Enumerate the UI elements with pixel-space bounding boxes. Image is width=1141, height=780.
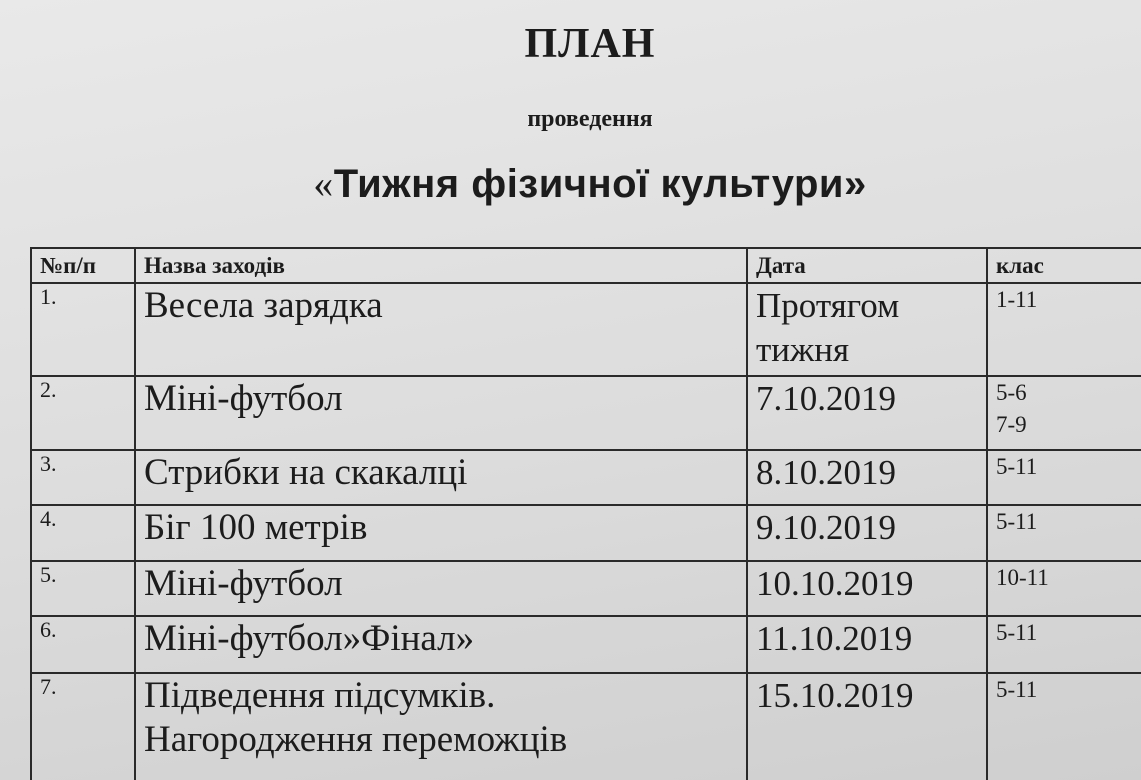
- event-title: [0, 160, 1141, 207]
- table-row: [31, 283, 1141, 376]
- event-name-cell: [135, 450, 747, 505]
- grade-cell: [987, 450, 1141, 505]
- event-date-line: 8.10.2019: [756, 453, 896, 492]
- grade-line: 1-11: [996, 287, 1038, 312]
- event-date-line: 9.10.2019: [756, 508, 896, 547]
- event-name-cell: [135, 505, 747, 561]
- event-date-cell: [747, 616, 987, 673]
- grade-cell: [987, 376, 1141, 450]
- table-row: [31, 561, 1141, 616]
- event-date-cell: [747, 673, 987, 780]
- event-name-cell: [135, 561, 747, 616]
- event-name: Тижня фізичної культури: [333, 162, 845, 206]
- column-header-event-name: Назва заходів: [135, 248, 747, 283]
- column-header-date: Дата: [747, 248, 987, 283]
- event-date-line: 11.10.2019: [756, 619, 913, 658]
- grade-line: 5-11: [996, 677, 1038, 702]
- column-header-number: №п/п: [31, 248, 135, 283]
- event-name-line: Весела зарядка: [144, 285, 383, 326]
- grade-line: 5-11: [996, 620, 1038, 645]
- event-name-cell: [135, 673, 747, 780]
- grade-cell: [987, 673, 1141, 780]
- grade-line: 10-11: [996, 565, 1049, 590]
- events-table: [30, 247, 1141, 780]
- row-number: 2.: [31, 376, 135, 450]
- grade-cell: [987, 505, 1141, 561]
- event-date-line: 7.10.2019: [756, 379, 896, 418]
- event-name-line: Нагородження переможців: [144, 719, 568, 760]
- event-date-cell: [747, 376, 987, 450]
- event-date-line: 10.10.2019: [756, 564, 914, 603]
- event-name-line: Міні-футбол»Фінал»: [144, 618, 475, 659]
- table-row: [31, 505, 1141, 561]
- grade-cell: [987, 283, 1141, 376]
- event-name-line: Підведення підсумків.: [144, 675, 496, 716]
- event-name-line: Міні-футбол: [144, 378, 343, 419]
- row-number: 7.: [31, 673, 135, 780]
- row-number: 6.: [31, 616, 135, 673]
- event-name-line: Стрибки на скакалці: [144, 452, 468, 493]
- event-name-cell: [135, 616, 747, 673]
- grade-line: 5-6: [996, 380, 1027, 405]
- event-date-line: Протягом: [756, 286, 900, 325]
- open-quote: «: [313, 161, 334, 206]
- column-header-grade: клас: [987, 248, 1141, 283]
- event-date-line: 15.10.2019: [756, 676, 914, 715]
- grade-line: 5-11: [996, 509, 1038, 534]
- table-row: [31, 673, 1141, 780]
- grade-line: 7-9: [996, 412, 1027, 437]
- event-name-cell: [135, 376, 747, 450]
- row-number: 1.: [31, 283, 135, 376]
- grade-cell: [987, 561, 1141, 616]
- close-quote: »: [844, 162, 867, 206]
- table-header-row: [31, 248, 1141, 283]
- event-date-cell: [747, 450, 987, 505]
- table-row: [31, 616, 1141, 673]
- document-title: ПЛАН: [524, 21, 656, 67]
- event-name-line: Міні-футбол: [144, 563, 343, 604]
- table-row: [31, 450, 1141, 505]
- row-number: 5.: [31, 561, 135, 616]
- row-number: 3.: [31, 450, 135, 505]
- event-name-cell: [135, 283, 747, 376]
- event-date-cell: [747, 283, 987, 376]
- event-name-line: Біг 100 метрів: [144, 507, 368, 548]
- event-date-line: тижня: [756, 330, 850, 369]
- grade-line: 5-11: [996, 454, 1038, 479]
- grade-cell: [987, 616, 1141, 673]
- event-date-cell: [747, 561, 987, 616]
- event-date-cell: [747, 505, 987, 561]
- row-number: 4.: [31, 505, 135, 561]
- document-subtitle: проведення: [527, 106, 653, 132]
- table-row: [31, 376, 1141, 450]
